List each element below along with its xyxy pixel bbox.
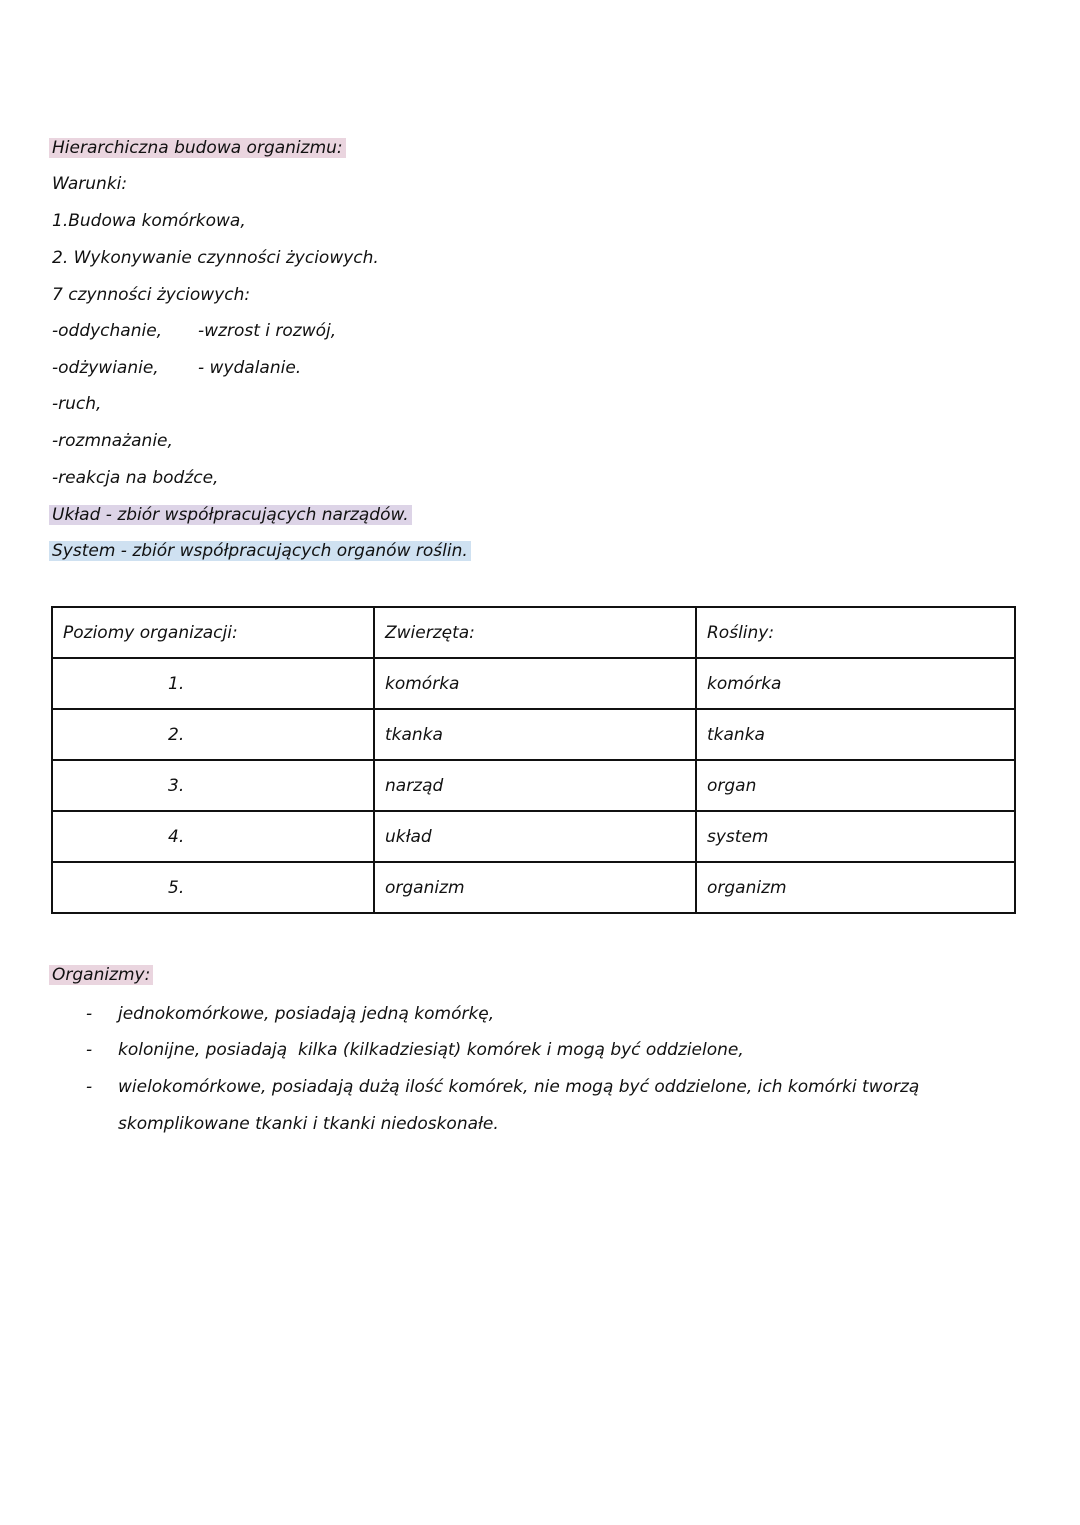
organism-item-continuation: skomplikowane tkanki i tkanki niedoskonałe.: [118, 1114, 499, 1134]
plant-cell: komórka: [696, 658, 1015, 709]
condition-item: 2. Wykonywanie czynności życiowych.: [52, 248, 379, 268]
life-function: -ruch,: [52, 394, 102, 414]
organism-item: jednokomórkowe, posiadają jedną komórkę,: [118, 1004, 495, 1024]
plant-cell: system: [696, 811, 1015, 862]
organization-levels-table: [51, 606, 1016, 914]
plant-cell: organizm: [696, 862, 1015, 913]
life-function: -oddychanie,: [52, 321, 163, 341]
level-cell: 3.: [52, 760, 374, 811]
level-cell: 2.: [52, 709, 374, 760]
table-row: [52, 709, 1015, 760]
animal-cell: komórka: [374, 658, 696, 709]
definition-system: System - zbiór współpracujących organów roślin.: [49, 541, 471, 561]
plant-cell: tkanka: [696, 709, 1015, 760]
heading: Hierarchiczna budowa organizmu:: [49, 138, 346, 158]
life-function: -rozmnażanie,: [52, 431, 173, 451]
life-function: -reakcja na bodźce,: [52, 468, 219, 488]
condition-item: 1.Budowa komórkowa,: [52, 211, 246, 231]
definition-uklad: Układ - zbiór współpracujących narządów.: [49, 505, 412, 525]
life-functions-label: 7 czynności życiowych:: [52, 285, 251, 305]
table-row: [52, 760, 1015, 811]
header-cell: Zwierzęta:: [374, 607, 696, 658]
header-cell: Poziomy organizacji:: [52, 607, 374, 658]
conditions-label: Warunki:: [52, 174, 128, 194]
table-row: [52, 862, 1015, 913]
organism-item: wielokomórkowe, posiadają dużą ilość komórek, nie mogą być oddzielone, ich komórki tworzą: [118, 1077, 920, 1097]
animal-cell: tkanka: [374, 709, 696, 760]
table-row: [52, 658, 1015, 709]
table-header-row: [52, 607, 1015, 658]
header-cell: Rośliny:: [696, 607, 1015, 658]
animal-cell: organizm: [374, 862, 696, 913]
bullet-dash: -: [86, 1040, 93, 1060]
table-row: [52, 811, 1015, 862]
organism-item: kolonijne, posiadają kilka (kilkadziesiąt) komórek i mogą być oddzielone,: [118, 1040, 744, 1060]
life-function: -wzrost i rozwój,: [198, 321, 337, 341]
life-function: - wydalanie.: [198, 358, 302, 378]
level-cell: 5.: [52, 862, 374, 913]
organisms-label: Organizmy:: [49, 965, 153, 985]
level-cell: 1.: [52, 658, 374, 709]
bullet-dash: -: [86, 1077, 93, 1097]
animal-cell: układ: [374, 811, 696, 862]
life-function: -odżywianie,: [52, 358, 159, 378]
bullet-dash: -: [86, 1004, 93, 1024]
level-cell: 4.: [52, 811, 374, 862]
animal-cell: narząd: [374, 760, 696, 811]
plant-cell: organ: [696, 760, 1015, 811]
